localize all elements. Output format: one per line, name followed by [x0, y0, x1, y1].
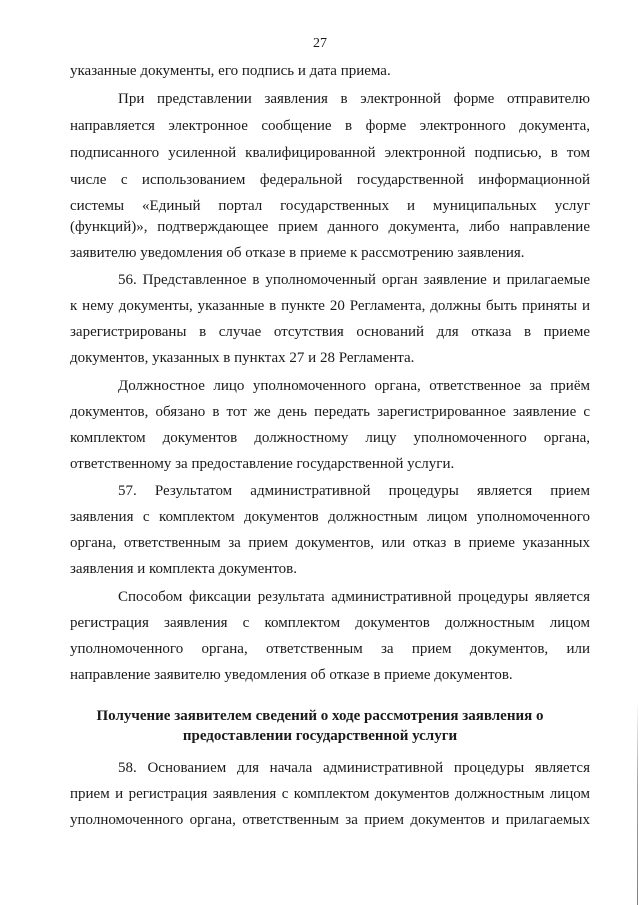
- text-line: заявления с комплектом документов должностным лицом уполномоченного: [70, 509, 590, 525]
- text-line: документов, указанных в пунктах 27 и 28 Регламента.: [70, 350, 415, 366]
- text-line: 56. Представленное в уполномоченный орган заявление и прилагаемые: [118, 272, 590, 288]
- text-line: органа, ответственным за прием документов, или отказ в приеме указанных: [70, 535, 590, 551]
- text-line: направление заявителю уведомления об отказе в приеме документов.: [70, 667, 513, 683]
- text-line: (функций)», подтверждающее прием данного документа, либо направление: [70, 219, 590, 235]
- text-line: 58. Основанием для начала административной процедуры является: [118, 760, 590, 776]
- text-line: комплектом документов должностному лицу уполномоченного органа,: [70, 430, 590, 446]
- text-line: заявления и комплекта документов.: [70, 561, 298, 577]
- text-line: документов, обязано в тот же день передать зарегистрированное заявление с: [70, 404, 590, 420]
- text-line: прием и регистрация заявления с комплектом документов должностным лицом: [70, 786, 590, 802]
- section-heading: Получение заявителем сведений о ходе рассмотрения заявления о: [96, 708, 544, 724]
- text-line: ответственному за предоставление государственной услуги.: [70, 456, 455, 472]
- text-line: зарегистрированы в случае отсутствия оснований для отказа в приеме: [70, 324, 590, 340]
- text-line: системы «Единый портал государственных и муниципальных услуг: [70, 198, 590, 214]
- text-line: Должностное лицо уполномоченного органа, ответственное за приём: [118, 378, 590, 394]
- page-number: 27: [313, 36, 327, 51]
- text-line: указанные документы, его подпись и дата приема.: [70, 63, 391, 79]
- text-line: к нему документы, указанные в пункте 20 Регламента, должны быть приняты и: [70, 298, 590, 314]
- text-line: уполномоченного органа, ответственным за прием документов, или: [70, 641, 590, 657]
- text-line: регистрация заявления с комплектом документов должностным лицом: [70, 615, 590, 631]
- section-heading: предоставлении государственной услуги: [182, 728, 458, 744]
- text-line: подписанного усиленной квалифицированной электронной подписью, в том: [70, 145, 590, 161]
- text-line: заявителю уведомления об отказе в приеме к рассмотрению заявления.: [70, 245, 525, 261]
- text-line: уполномоченного органа, ответственным за прием документов и прилагаемых: [70, 812, 590, 828]
- text-line: направляется электронное сообщение в форме электронного документа,: [70, 118, 590, 134]
- scan-edge-mark: [637, 700, 638, 905]
- text-line: 57. Результатом административной процедуры является прием: [118, 483, 590, 499]
- text-line: числе с использованием федеральной государственной информационной: [70, 172, 590, 188]
- text-line: При представлении заявления в электронной форме отправителю: [118, 91, 590, 107]
- text-line: Способом фиксации результата административной процедуры является: [118, 589, 590, 605]
